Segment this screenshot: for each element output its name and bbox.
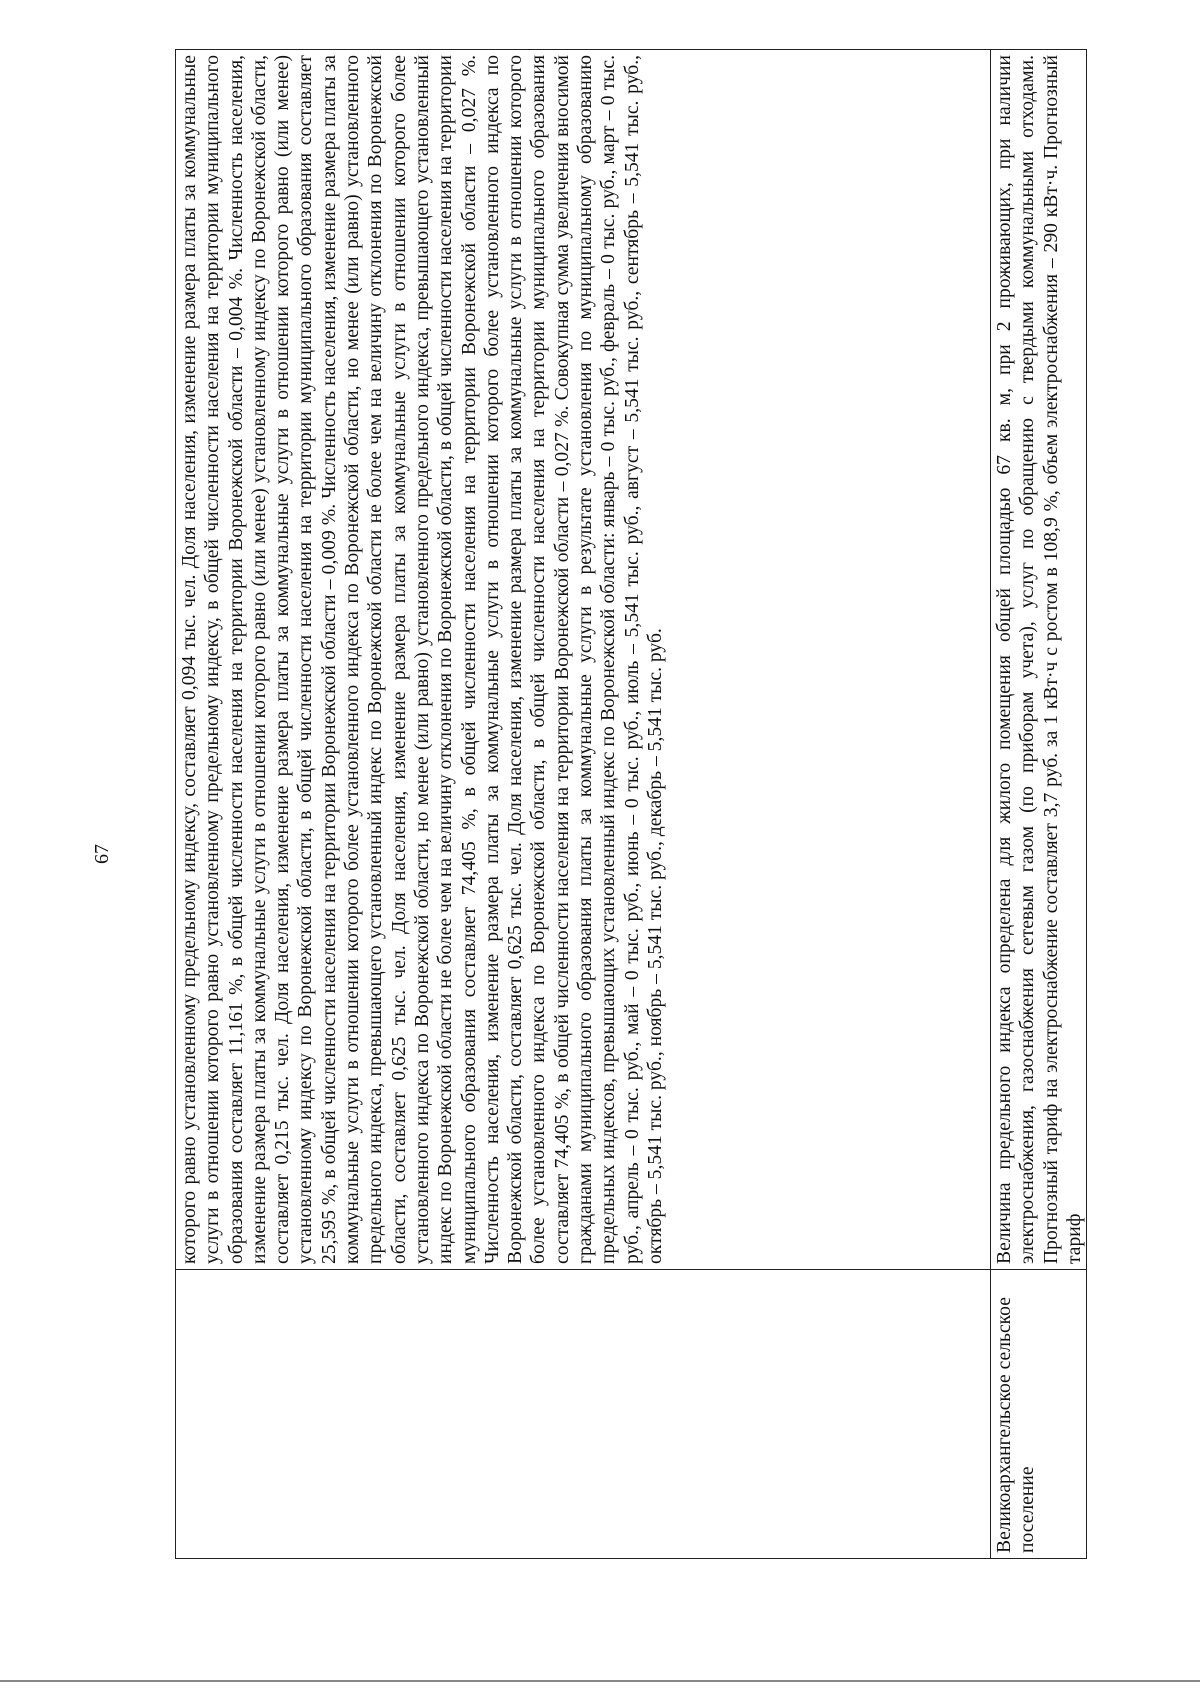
description-cell: которого равно установленному предельному индексу, составляет 0,094 тыс. чел. Доля населения, изменение размера платы за коммунальные услуги в отношении которого равно установленному предельному индексу, в общей численности населения на территории муниципального образования составляет 11,161 %, в общей численности населения на территории Воронежской области – 0,004 %. Численность населения, изменение размера платы за коммунальные услуги в отношении которого равно (или менее) установленному индексу по Воронежской области, составляет 0,215 тыс. чел. Доля населения, изменение размера платы за коммунальные услуги в отношении которого равно (или менее) установленному индексу по Воронежской области, в общей численности населения на территории муниципального образования составляет 25,595 %, в общей численности населения на территории Воронежской области – 0,009 %. Численность населения, изменение размера платы за коммунальные услуги в отношении которого более установленного индекса по Воронежской области, но менее (или равно) установленного предельного индекса, превышающего установленный индекс по Воронежской области не более чем на величину отклонения по Воронежской области, составляет 0,625 тыс. чел. Доля населения, изменение размера платы за коммунальные услуги в отношении которого более установленного индекса по Воронежской области, но менее (или равно) установленного предельного индекса, превышающего установленный индекс по Воронежской области не более чем на величину отклонения по Воронежской области, в общей численности населения на территории муниципального образования составляет 74,405 %, в общей численности населения на территории Воронежской области – 0,027 %. Численность населения, изменение размера платы за коммунальные услуги в отношении которого более установленного индекса по Воронежской области, составляет 0,625 тыс. чел. Доля населения, изменение размера платы за коммунальные услуги в отношении которого более установленного индекса по Воронежской области, в общей численности населения на территории муниципального образования составляет 74,405 %, в общей численности населения на территории Воронежской области – 0,027 %. Совокупная сумма увеличения вносимой гражданами муниципального образования платы за коммунальные услуги в результате установления по муниципальному образованию предельных индексов, превышающих установленный индекс по Воронежской области: январь – 0 тыс. руб., февраль – 0 тыс. руб., март – 0 тыс. руб., апрель – 0 тыс. руб., май – 0 тыс. руб., июнь – 0 тыс. руб., июль – 5,541 тыс. руб., август – 5,541 тыс. руб., сентябрь – 5,541 тыс. руб., октябрь – 5,541 тыс. руб., ноябрь – 5,541 тыс. руб., декабрь – 5,541 тыс. руб. <box>176 50 991 1270</box>
table-row <box>991 50 1087 1559</box>
municipality-cell <box>176 1270 991 1559</box>
description-cell: Величина предельного индекса определена для жилого помещения общей площадью 67 кв. м, при 2 проживающих, при наличии электроснабжения, газоснабжения сетевым газом (по приборам учета), услуг по обращению с твердыми коммунальными отходами. Прогнозный тариф на электроснабжение составляет 3,7 руб. за 1 кВт·ч с ростом в 108,9 %, объем электроснабжения – 290 кВт·ч. Прогнозный тариф <box>991 50 1087 1270</box>
table-row <box>176 50 991 1559</box>
utility-index-table <box>175 49 1087 1559</box>
scan-edge-line <box>0 1680 1200 1682</box>
rotated-table-container <box>175 49 1085 1559</box>
page-number: 67 <box>91 844 113 864</box>
municipality-cell: Великоархангельское сельское поселение <box>991 1270 1087 1559</box>
